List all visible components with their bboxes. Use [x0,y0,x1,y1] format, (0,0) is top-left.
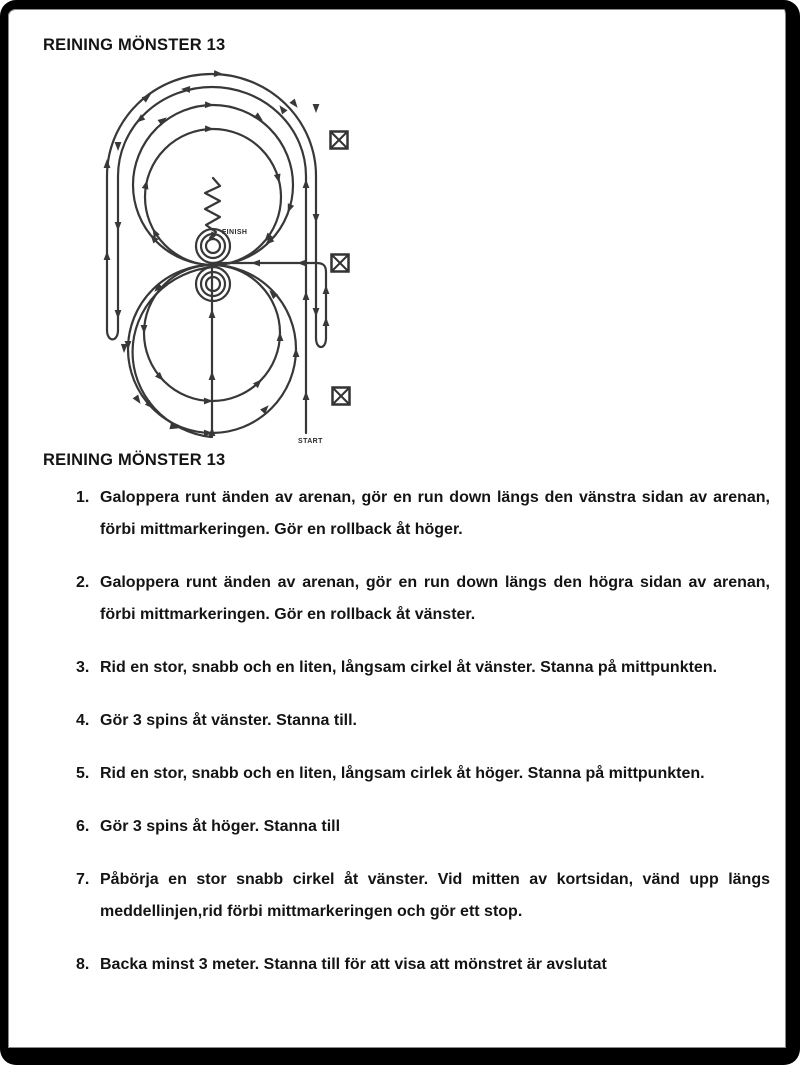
direction-arrow-icon [260,403,271,414]
instruction-text: Rid en stor, snabb och en liten, långsam cirlek åt höger. Stanna på mittpunkten. [100,765,705,782]
direction-arrow-icon [121,344,128,353]
direction-arrow-icon [209,309,216,318]
arena-marker-middle-icon [332,255,349,272]
direction-arrow-icon [323,317,330,326]
right-rollback-path [214,263,326,347]
direction-arrow-icon [303,291,310,300]
direction-arrow-icon [313,308,320,317]
direction-arrow-icon [115,222,122,231]
direction-arrow-icon [313,214,320,223]
instruction-text: Galoppera runt änden av arenan, gör en run down längs den högra sidan av arenan, förbi mittmarkeringen. Gör en rollback åt vänster. [100,574,770,623]
direction-arrow-icon [274,173,283,183]
direction-arrow-icon [303,179,310,188]
direction-arrow-icon [214,70,223,77]
instruction-item-8 [0,949,800,981]
instruction-text: Gör 3 spins åt vänster. Stanna till. [100,712,357,729]
instruction-item-4 [0,705,800,737]
direction-arrow-icon [209,371,216,380]
final-circle-sweep [133,267,213,437]
instruction-text: Backa minst 3 meter. Stanna till för att visa att mönstret är avslutat [100,956,607,973]
direction-arrow-icon [205,101,214,108]
finish-label: FINISH [222,229,248,236]
direction-arrow-icon [115,310,122,319]
arena-marker-top-icon [331,132,348,149]
direction-arrow-icon [205,125,214,132]
instruction-number: 3. [76,659,90,676]
page-title: REINING MÖNSTER 13 [43,36,226,54]
direction-arrow-icon [251,260,260,267]
instruction-text: Påbörja en stor snabb cirkel åt vänster. Vid mitten av kortsidan, vänd upp längs meddellinjen,rid förbi mittmarkeringen och gör ett stop. [100,871,770,920]
instruction-item-6 [0,811,800,843]
instruction-number: 8. [76,956,90,973]
instruction-item-1 [0,482,800,546]
instruction-item-5 [0,758,800,790]
direction-arrow-icon [303,391,310,400]
instruction-number: 7. [76,871,90,888]
instruction-text: Rid en stor, snabb och en liten, långsam cirkel åt vänster. Stanna på mittpunkten. [100,659,718,676]
direction-arrow-icon [115,142,122,151]
instruction-number: 6. [76,818,90,835]
reining-pattern-diagram [0,0,420,460]
instruction-number: 1. [76,489,90,506]
section-heading: REINING MÖNSTER 13 [43,451,226,469]
instruction-text: Gör 3 spins åt höger. Stanna till [100,818,341,835]
instruction-text: Galoppera runt änden av arenan, gör en run down längs den vänstra sidan av arenan, förbi mittmarkeringen. Gör en rollback åt höger. [100,489,770,538]
instruction-item-3 [0,652,800,684]
direction-arrow-icon [323,285,330,294]
direction-arrow-icon [313,104,320,113]
instruction-number: 2. [76,574,90,591]
left-rollback-path [107,330,118,339]
instruction-list [0,482,800,1002]
instruction-item-2 [0,567,800,631]
direction-arrow-icon [104,159,111,168]
direction-arrow-icon [141,325,148,334]
direction-arrow-icon [293,348,300,357]
direction-arrow-icon [104,251,111,260]
direction-arrow-icon [284,203,294,214]
instruction-number: 4. [76,712,90,729]
instruction-number: 5. [76,765,90,782]
instruction-item-7 [0,864,800,928]
direction-arrow-icon [209,427,216,436]
arena-marker-bottom-icon [333,388,350,405]
start-label: START [298,438,323,445]
direction-arrow-icon [277,332,284,341]
direction-arrow-icon [297,260,306,267]
